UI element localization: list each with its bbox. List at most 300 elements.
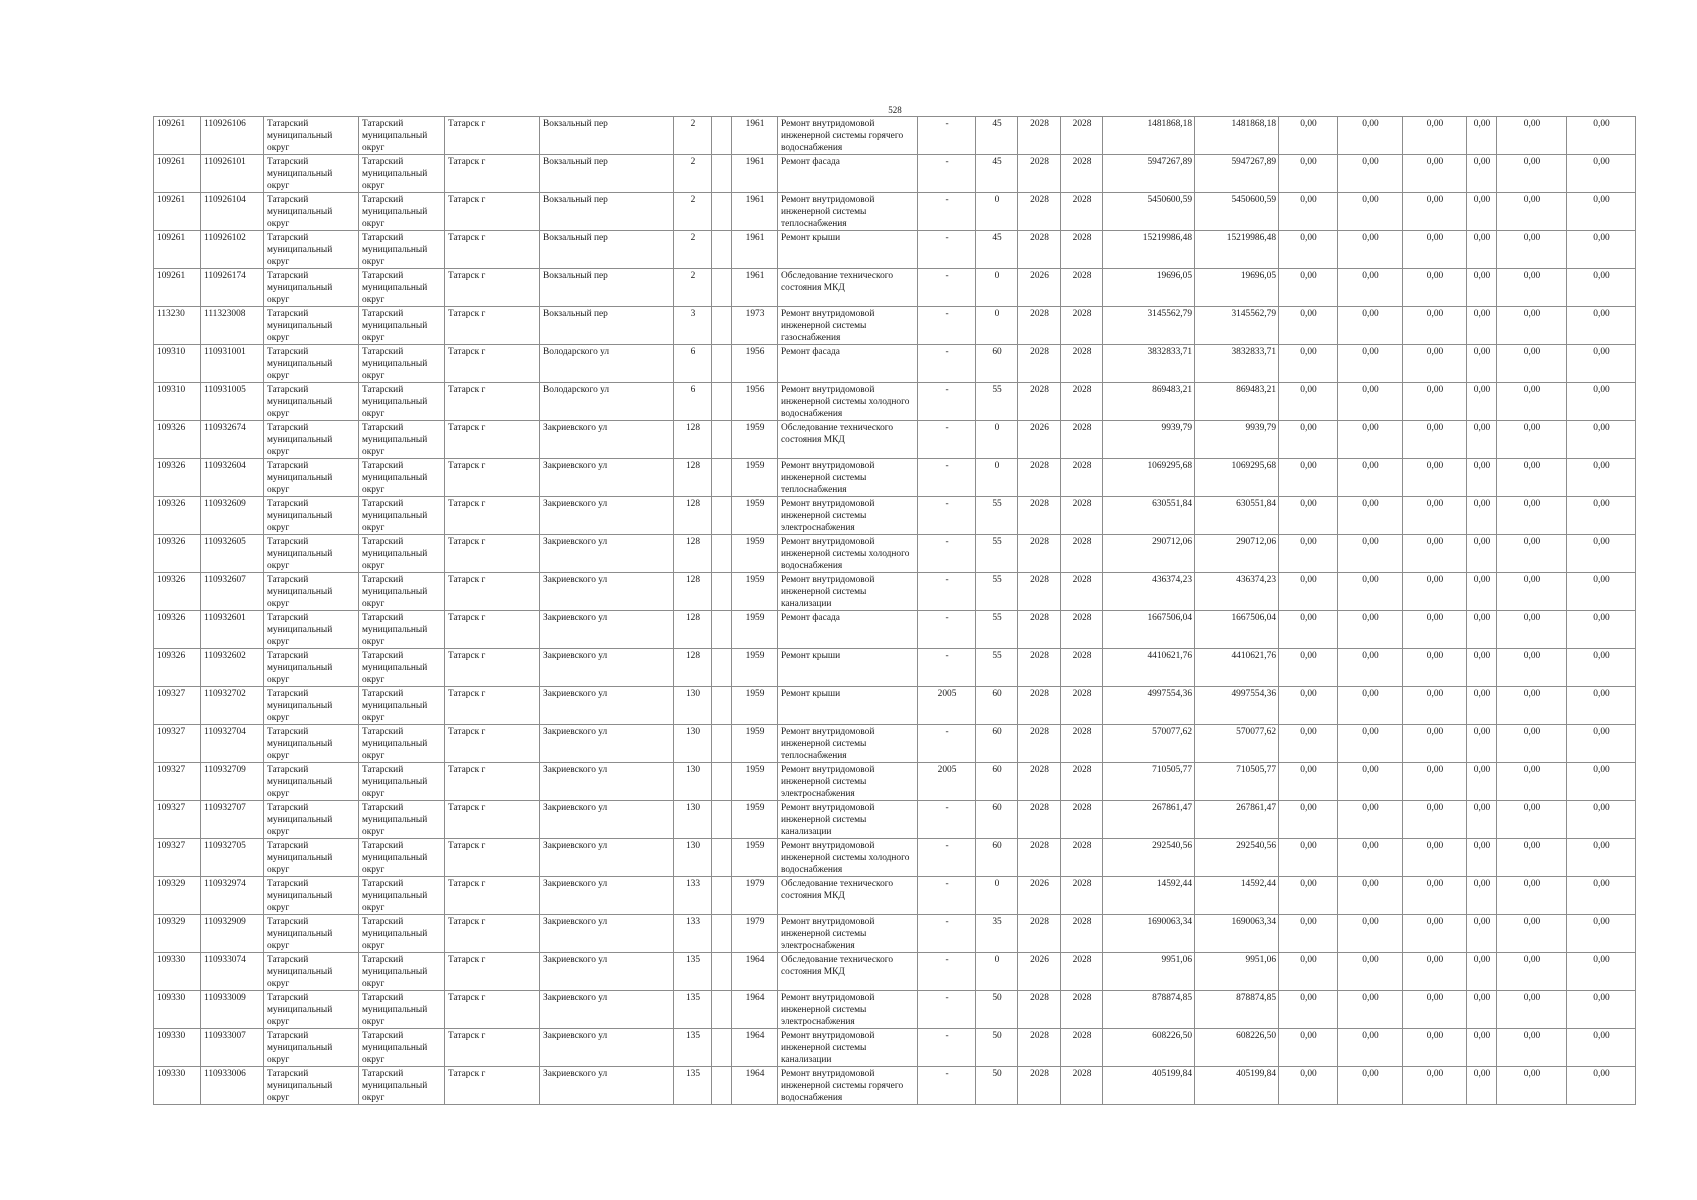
cell-locality: Татарск г xyxy=(445,801,540,839)
cell-plan-start-year: 2028 xyxy=(1018,611,1061,649)
cell-house-id: 109326 xyxy=(154,573,201,611)
cell-build-year: 1959 xyxy=(732,687,778,725)
cell-fund-cost: 15219986,48 xyxy=(1195,231,1279,269)
cell-build-year: 1961 xyxy=(732,269,778,307)
cell-other-source: 0,00 xyxy=(1467,953,1497,991)
cell-owners-funds: 0,00 xyxy=(1497,383,1567,421)
cell-work-id: 110926106 xyxy=(201,117,264,155)
cell-street: Закриевского ул xyxy=(540,535,674,573)
cell-other-source: 0,00 xyxy=(1467,877,1497,915)
cell-plan-end-year: 2028 xyxy=(1061,1029,1103,1067)
cell-federal-budget: 0,00 xyxy=(1279,1029,1338,1067)
table-row xyxy=(154,1067,1636,1105)
cell-plan-end-year: 2028 xyxy=(1061,877,1103,915)
cell-plan-start-year: 2026 xyxy=(1018,421,1061,459)
cell-house-id: 109329 xyxy=(154,877,201,915)
cell-house-id: 109330 xyxy=(154,1067,201,1105)
table-row xyxy=(154,611,1636,649)
cell-work-id: 110932609 xyxy=(201,497,264,535)
table-row xyxy=(154,155,1636,193)
cell-house-id: 109261 xyxy=(154,231,201,269)
cell-house-number: 128 xyxy=(674,421,712,459)
cell-building xyxy=(712,801,732,839)
cell-work-id: 110932707 xyxy=(201,801,264,839)
cell-municipal-district: Татарский муниципальный округ xyxy=(264,573,359,611)
cell-build-year: 1959 xyxy=(732,839,778,877)
cell-total-cost: 292540,56 xyxy=(1103,839,1195,877)
cell-fund-cost: 5450600,59 xyxy=(1195,193,1279,231)
cell-federal-budget: 0,00 xyxy=(1279,155,1338,193)
cell-total-cost: 9939,79 xyxy=(1103,421,1195,459)
cell-plan-start-year: 2028 xyxy=(1018,383,1061,421)
cell-house-id: 109327 xyxy=(154,839,201,877)
cell-owners-funds: 0,00 xyxy=(1497,725,1567,763)
cell-build-year: 1961 xyxy=(732,117,778,155)
cell-municipality: Татарский муниципальный округ xyxy=(359,535,445,573)
cell-building xyxy=(712,535,732,573)
cell-plan-start-year: 2026 xyxy=(1018,269,1061,307)
cell-house-id: 109326 xyxy=(154,421,201,459)
cell-building xyxy=(712,421,732,459)
cell-street: Володарского ул xyxy=(540,345,674,383)
cell-plan-end-year: 2028 xyxy=(1061,953,1103,991)
cell-house-id: 109326 xyxy=(154,459,201,497)
cell-house-id: 109330 xyxy=(154,1029,201,1067)
cell-other-source: 0,00 xyxy=(1467,421,1497,459)
cell-locality: Татарск г xyxy=(445,953,540,991)
cell-fund-cost: 869483,21 xyxy=(1195,383,1279,421)
cell-fund-cost: 5947267,89 xyxy=(1195,155,1279,193)
cell-wear-percent: 45 xyxy=(976,231,1018,269)
cell-plan-start-year: 2028 xyxy=(1018,763,1061,801)
cell-municipal-district: Татарский муниципальный округ xyxy=(264,269,359,307)
cell-owners-funds: 0,00 xyxy=(1497,1067,1567,1105)
cell-reserve-funds: 0,00 xyxy=(1567,725,1636,763)
cell-total-cost: 290712,06 xyxy=(1103,535,1195,573)
cell-plan-end-year: 2028 xyxy=(1061,687,1103,725)
cell-house-number: 2 xyxy=(674,155,712,193)
cell-regional-budget: 0,00 xyxy=(1338,535,1403,573)
cell-owners-funds: 0,00 xyxy=(1497,193,1567,231)
cell-street: Володарского ул xyxy=(540,383,674,421)
cell-build-year: 1973 xyxy=(732,307,778,345)
cell-plan-end-year: 2028 xyxy=(1061,649,1103,687)
cell-build-year: 1956 xyxy=(732,345,778,383)
cell-local-budget: 0,00 xyxy=(1403,725,1467,763)
cell-municipal-district: Татарский муниципальный округ xyxy=(264,1067,359,1105)
cell-total-cost: 710505,77 xyxy=(1103,763,1195,801)
cell-build-year: 1959 xyxy=(732,801,778,839)
cell-local-budget: 0,00 xyxy=(1403,231,1467,269)
cell-local-budget: 0,00 xyxy=(1403,763,1467,801)
cell-regional-budget: 0,00 xyxy=(1338,345,1403,383)
cell-owners-funds: 0,00 xyxy=(1497,117,1567,155)
cell-municipality: Татарский муниципальный округ xyxy=(359,687,445,725)
cell-building xyxy=(712,459,732,497)
cell-last-repair-year: - xyxy=(918,1029,976,1067)
cell-plan-start-year: 2028 xyxy=(1018,345,1061,383)
cell-plan-start-year: 2028 xyxy=(1018,1067,1061,1105)
cell-work-type: Ремонт внутридомовой инженерной системы электроснабжения xyxy=(778,991,918,1029)
cell-other-source: 0,00 xyxy=(1467,459,1497,497)
cell-municipal-district: Татарский муниципальный округ xyxy=(264,535,359,573)
cell-plan-end-year: 2028 xyxy=(1061,801,1103,839)
cell-municipality: Татарский муниципальный округ xyxy=(359,269,445,307)
cell-other-source: 0,00 xyxy=(1467,611,1497,649)
cell-wear-percent: 55 xyxy=(976,573,1018,611)
cell-locality: Татарск г xyxy=(445,383,540,421)
cell-work-type: Ремонт внутридомовой инженерной системы теплоснабжения xyxy=(778,725,918,763)
cell-plan-start-year: 2026 xyxy=(1018,953,1061,991)
cell-reserve-funds: 0,00 xyxy=(1567,839,1636,877)
cell-municipal-district: Татарский муниципальный округ xyxy=(264,763,359,801)
cell-work-id: 110926174 xyxy=(201,269,264,307)
cell-federal-budget: 0,00 xyxy=(1279,307,1338,345)
cell-wear-percent: 0 xyxy=(976,307,1018,345)
cell-federal-budget: 0,00 xyxy=(1279,383,1338,421)
cell-last-repair-year: 2005 xyxy=(918,763,976,801)
cell-locality: Татарск г xyxy=(445,193,540,231)
cell-fund-cost: 436374,23 xyxy=(1195,573,1279,611)
cell-work-id: 110932974 xyxy=(201,877,264,915)
cell-house-id: 109327 xyxy=(154,763,201,801)
cell-last-repair-year: - xyxy=(918,877,976,915)
cell-house-number: 2 xyxy=(674,231,712,269)
cell-work-id: 110933006 xyxy=(201,1067,264,1105)
cell-federal-budget: 0,00 xyxy=(1279,763,1338,801)
cell-build-year: 1961 xyxy=(732,155,778,193)
table-row xyxy=(154,915,1636,953)
cell-work-type: Ремонт внутридомовой инженерной системы холодного водоснабжения xyxy=(778,839,918,877)
cell-plan-start-year: 2028 xyxy=(1018,497,1061,535)
cell-federal-budget: 0,00 xyxy=(1279,269,1338,307)
cell-owners-funds: 0,00 xyxy=(1497,877,1567,915)
cell-fund-cost: 1481868,18 xyxy=(1195,117,1279,155)
cell-last-repair-year: - xyxy=(918,535,976,573)
cell-street: Закриевского ул xyxy=(540,915,674,953)
cell-work-id: 110932607 xyxy=(201,573,264,611)
cell-municipality: Татарский муниципальный округ xyxy=(359,611,445,649)
cell-last-repair-year: - xyxy=(918,155,976,193)
cell-work-type: Обследование технического состояния МКД xyxy=(778,953,918,991)
cell-municipal-district: Татарский муниципальный округ xyxy=(264,345,359,383)
cell-building xyxy=(712,649,732,687)
cell-total-cost: 4997554,36 xyxy=(1103,687,1195,725)
cell-last-repair-year: - xyxy=(918,117,976,155)
cell-work-type: Ремонт внутридомовой инженерной системы канализации xyxy=(778,573,918,611)
cell-build-year: 1964 xyxy=(732,991,778,1029)
cell-work-id: 110932704 xyxy=(201,725,264,763)
cell-house-number: 2 xyxy=(674,117,712,155)
cell-house-id: 109326 xyxy=(154,611,201,649)
cell-wear-percent: 0 xyxy=(976,877,1018,915)
cell-work-type: Ремонт внутридомовой инженерной системы холодного водоснабжения xyxy=(778,535,918,573)
table-row xyxy=(154,877,1636,915)
cell-owners-funds: 0,00 xyxy=(1497,953,1567,991)
cell-other-source: 0,00 xyxy=(1467,117,1497,155)
cell-owners-funds: 0,00 xyxy=(1497,269,1567,307)
cell-wear-percent: 60 xyxy=(976,345,1018,383)
cell-municipality: Татарский муниципальный округ xyxy=(359,345,445,383)
cell-house-id: 109330 xyxy=(154,991,201,1029)
cell-municipality: Татарский муниципальный округ xyxy=(359,801,445,839)
cell-local-budget: 0,00 xyxy=(1403,117,1467,155)
cell-locality: Татарск г xyxy=(445,117,540,155)
cell-local-budget: 0,00 xyxy=(1403,801,1467,839)
cell-plan-end-year: 2028 xyxy=(1061,535,1103,573)
table-row xyxy=(154,953,1636,991)
cell-work-id: 110932602 xyxy=(201,649,264,687)
cell-house-number: 130 xyxy=(674,839,712,877)
cell-build-year: 1959 xyxy=(732,421,778,459)
cell-reserve-funds: 0,00 xyxy=(1567,877,1636,915)
cell-municipality: Татарский муниципальный округ xyxy=(359,383,445,421)
cell-street: Закриевского ул xyxy=(540,573,674,611)
cell-fund-cost: 290712,06 xyxy=(1195,535,1279,573)
cell-other-source: 0,00 xyxy=(1467,573,1497,611)
cell-street: Закриевского ул xyxy=(540,459,674,497)
cell-fund-cost: 570077,62 xyxy=(1195,725,1279,763)
cell-last-repair-year: - xyxy=(918,649,976,687)
cell-work-type: Обследование технического состояния МКД xyxy=(778,269,918,307)
cell-building xyxy=(712,839,732,877)
cell-last-repair-year: - xyxy=(918,573,976,611)
table-row xyxy=(154,269,1636,307)
cell-municipal-district: Татарский муниципальный округ xyxy=(264,725,359,763)
cell-reserve-funds: 0,00 xyxy=(1567,953,1636,991)
cell-build-year: 1959 xyxy=(732,763,778,801)
cell-municipality: Татарский муниципальный округ xyxy=(359,991,445,1029)
cell-owners-funds: 0,00 xyxy=(1497,611,1567,649)
cell-owners-funds: 0,00 xyxy=(1497,535,1567,573)
cell-plan-start-year: 2028 xyxy=(1018,725,1061,763)
cell-work-id: 110926102 xyxy=(201,231,264,269)
cell-regional-budget: 0,00 xyxy=(1338,877,1403,915)
cell-federal-budget: 0,00 xyxy=(1279,117,1338,155)
cell-reserve-funds: 0,00 xyxy=(1567,345,1636,383)
cell-work-id: 110933009 xyxy=(201,991,264,1029)
cell-building xyxy=(712,345,732,383)
cell-fund-cost: 608226,50 xyxy=(1195,1029,1279,1067)
cell-plan-end-year: 2028 xyxy=(1061,725,1103,763)
cell-regional-budget: 0,00 xyxy=(1338,915,1403,953)
cell-reserve-funds: 0,00 xyxy=(1567,1067,1636,1105)
cell-work-type: Ремонт крыши xyxy=(778,649,918,687)
cell-municipality: Татарский муниципальный округ xyxy=(359,725,445,763)
table-row xyxy=(154,991,1636,1029)
cell-reserve-funds: 0,00 xyxy=(1567,269,1636,307)
cell-plan-end-year: 2028 xyxy=(1061,573,1103,611)
cell-house-number: 135 xyxy=(674,953,712,991)
cell-plan-end-year: 2028 xyxy=(1061,117,1103,155)
cell-local-budget: 0,00 xyxy=(1403,307,1467,345)
table-row xyxy=(154,535,1636,573)
cell-total-cost: 15219986,48 xyxy=(1103,231,1195,269)
cell-work-type: Ремонт фасада xyxy=(778,611,918,649)
cell-wear-percent: 50 xyxy=(976,1067,1018,1105)
cell-street: Закриевского ул xyxy=(540,421,674,459)
cell-other-source: 0,00 xyxy=(1467,839,1497,877)
cell-federal-budget: 0,00 xyxy=(1279,573,1338,611)
cell-wear-percent: 45 xyxy=(976,117,1018,155)
cell-last-repair-year: 2005 xyxy=(918,687,976,725)
cell-other-source: 0,00 xyxy=(1467,725,1497,763)
cell-street: Закриевского ул xyxy=(540,497,674,535)
cell-local-budget: 0,00 xyxy=(1403,991,1467,1029)
cell-federal-budget: 0,00 xyxy=(1279,649,1338,687)
cell-plan-end-year: 2028 xyxy=(1061,155,1103,193)
table-row xyxy=(154,801,1636,839)
cell-work-type: Обследование технического состояния МКД xyxy=(778,877,918,915)
cell-build-year: 1959 xyxy=(732,497,778,535)
cell-house-number: 2 xyxy=(674,269,712,307)
cell-federal-budget: 0,00 xyxy=(1279,497,1338,535)
cell-wear-percent: 0 xyxy=(976,459,1018,497)
cell-work-id: 110932601 xyxy=(201,611,264,649)
cell-total-cost: 1667506,04 xyxy=(1103,611,1195,649)
cell-locality: Татарск г xyxy=(445,307,540,345)
cell-reserve-funds: 0,00 xyxy=(1567,231,1636,269)
cell-municipal-district: Татарский муниципальный округ xyxy=(264,649,359,687)
cell-plan-start-year: 2028 xyxy=(1018,535,1061,573)
cell-locality: Татарск г xyxy=(445,877,540,915)
cell-building xyxy=(712,915,732,953)
cell-other-source: 0,00 xyxy=(1467,155,1497,193)
cell-regional-budget: 0,00 xyxy=(1338,953,1403,991)
cell-house-number: 130 xyxy=(674,763,712,801)
cell-other-source: 0,00 xyxy=(1467,649,1497,687)
cell-build-year: 1964 xyxy=(732,1067,778,1105)
cell-local-budget: 0,00 xyxy=(1403,611,1467,649)
cell-build-year: 1956 xyxy=(732,383,778,421)
cell-municipality: Татарский муниципальный округ xyxy=(359,307,445,345)
cell-municipality: Татарский муниципальный округ xyxy=(359,839,445,877)
cell-plan-start-year: 2028 xyxy=(1018,155,1061,193)
cell-fund-cost: 630551,84 xyxy=(1195,497,1279,535)
cell-owners-funds: 0,00 xyxy=(1497,307,1567,345)
cell-build-year: 1964 xyxy=(732,1029,778,1067)
cell-build-year: 1959 xyxy=(732,535,778,573)
cell-street: Закриевского ул xyxy=(540,1067,674,1105)
cell-house-number: 6 xyxy=(674,345,712,383)
table-row xyxy=(154,573,1636,611)
cell-federal-budget: 0,00 xyxy=(1279,231,1338,269)
cell-house-number: 2 xyxy=(674,193,712,231)
cell-wear-percent: 55 xyxy=(976,383,1018,421)
cell-total-cost: 5947267,89 xyxy=(1103,155,1195,193)
cell-total-cost: 436374,23 xyxy=(1103,573,1195,611)
cell-locality: Татарск г xyxy=(445,231,540,269)
cell-regional-budget: 0,00 xyxy=(1338,649,1403,687)
cell-locality: Татарск г xyxy=(445,687,540,725)
cell-house-id: 109261 xyxy=(154,155,201,193)
cell-last-repair-year: - xyxy=(918,725,976,763)
cell-municipality: Татарский муниципальный округ xyxy=(359,421,445,459)
cell-reserve-funds: 0,00 xyxy=(1567,117,1636,155)
cell-regional-budget: 0,00 xyxy=(1338,307,1403,345)
cell-build-year: 1959 xyxy=(732,649,778,687)
cell-locality: Татарск г xyxy=(445,535,540,573)
cell-fund-cost: 1690063,34 xyxy=(1195,915,1279,953)
repair-program-table xyxy=(153,116,1636,1105)
cell-street: Закриевского ул xyxy=(540,801,674,839)
cell-locality: Татарск г xyxy=(445,1067,540,1105)
cell-build-year: 1959 xyxy=(732,611,778,649)
cell-federal-budget: 0,00 xyxy=(1279,535,1338,573)
cell-house-id: 109327 xyxy=(154,687,201,725)
cell-wear-percent: 55 xyxy=(976,649,1018,687)
cell-other-source: 0,00 xyxy=(1467,269,1497,307)
cell-regional-budget: 0,00 xyxy=(1338,801,1403,839)
cell-fund-cost: 9939,79 xyxy=(1195,421,1279,459)
cell-wear-percent: 55 xyxy=(976,535,1018,573)
table-row xyxy=(154,231,1636,269)
cell-fund-cost: 710505,77 xyxy=(1195,763,1279,801)
cell-work-type: Ремонт внутридомовой инженерной системы канализации xyxy=(778,801,918,839)
cell-plan-start-year: 2028 xyxy=(1018,1029,1061,1067)
cell-street: Вокзальный пер xyxy=(540,117,674,155)
cell-plan-start-year: 2028 xyxy=(1018,839,1061,877)
cell-other-source: 0,00 xyxy=(1467,1067,1497,1105)
cell-municipality: Татарский муниципальный округ xyxy=(359,1067,445,1105)
cell-street: Закриевского ул xyxy=(540,877,674,915)
cell-last-repair-year: - xyxy=(918,383,976,421)
cell-regional-budget: 0,00 xyxy=(1338,193,1403,231)
cell-federal-budget: 0,00 xyxy=(1279,1067,1338,1105)
table-row xyxy=(154,1029,1636,1067)
cell-street: Вокзальный пер xyxy=(540,269,674,307)
cell-federal-budget: 0,00 xyxy=(1279,687,1338,725)
cell-plan-end-year: 2028 xyxy=(1061,231,1103,269)
cell-municipal-district: Татарский муниципальный округ xyxy=(264,877,359,915)
cell-plan-end-year: 2028 xyxy=(1061,269,1103,307)
cell-locality: Татарск г xyxy=(445,459,540,497)
cell-plan-end-year: 2028 xyxy=(1061,763,1103,801)
cell-work-id: 110926101 xyxy=(201,155,264,193)
cell-reserve-funds: 0,00 xyxy=(1567,991,1636,1029)
cell-street: Закриевского ул xyxy=(540,763,674,801)
cell-municipal-district: Татарский муниципальный округ xyxy=(264,991,359,1029)
cell-total-cost: 1690063,34 xyxy=(1103,915,1195,953)
cell-last-repair-year: - xyxy=(918,459,976,497)
cell-local-budget: 0,00 xyxy=(1403,155,1467,193)
cell-building xyxy=(712,269,732,307)
cell-other-source: 0,00 xyxy=(1467,801,1497,839)
cell-municipality: Татарский муниципальный округ xyxy=(359,1029,445,1067)
cell-plan-end-year: 2028 xyxy=(1061,1067,1103,1105)
cell-street: Вокзальный пер xyxy=(540,307,674,345)
cell-wear-percent: 0 xyxy=(976,421,1018,459)
cell-owners-funds: 0,00 xyxy=(1497,1029,1567,1067)
cell-federal-budget: 0,00 xyxy=(1279,345,1338,383)
cell-work-id: 110932674 xyxy=(201,421,264,459)
cell-building xyxy=(712,1029,732,1067)
cell-plan-end-year: 2028 xyxy=(1061,345,1103,383)
cell-street: Вокзальный пер xyxy=(540,231,674,269)
cell-total-cost: 405199,84 xyxy=(1103,1067,1195,1105)
cell-locality: Татарск г xyxy=(445,269,540,307)
cell-building xyxy=(712,687,732,725)
table-row xyxy=(154,307,1636,345)
cell-plan-start-year: 2026 xyxy=(1018,877,1061,915)
cell-wear-percent: 60 xyxy=(976,725,1018,763)
cell-building xyxy=(712,725,732,763)
cell-reserve-funds: 0,00 xyxy=(1567,1029,1636,1067)
cell-plan-end-year: 2028 xyxy=(1061,307,1103,345)
cell-owners-funds: 0,00 xyxy=(1497,231,1567,269)
cell-last-repair-year: - xyxy=(918,345,976,383)
cell-locality: Татарск г xyxy=(445,573,540,611)
